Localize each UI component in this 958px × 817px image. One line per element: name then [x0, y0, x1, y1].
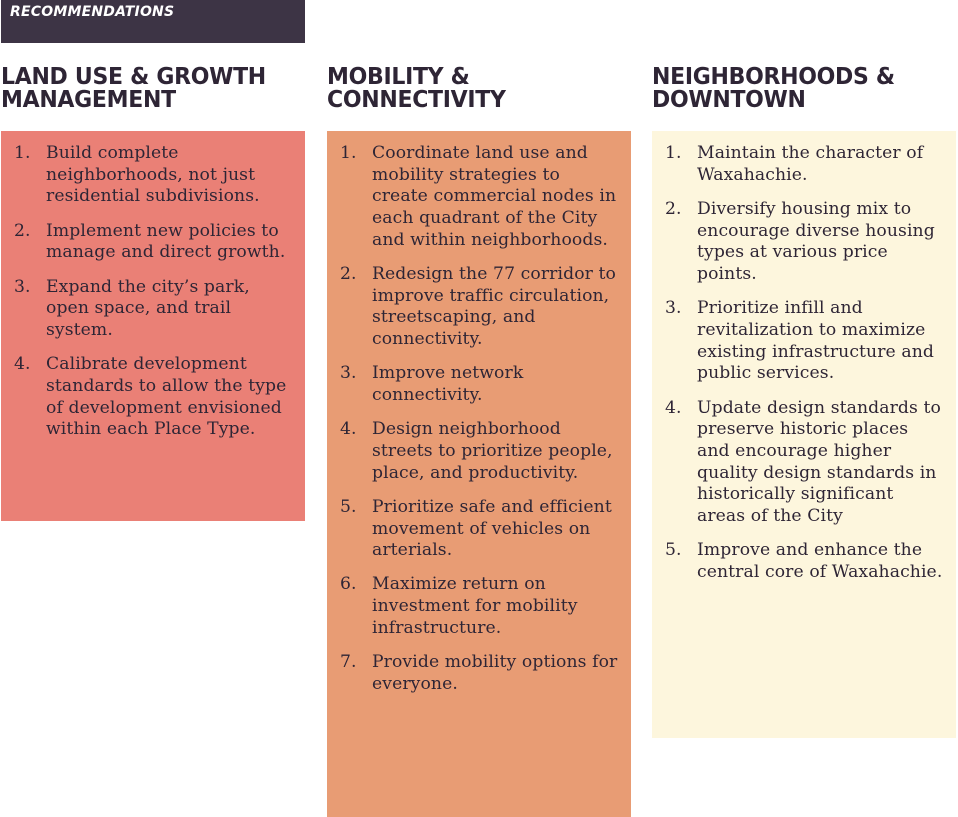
item-number: 1. — [14, 143, 31, 163]
column-title-line: LAND USE & GROWTH — [1, 63, 266, 91]
item-number: 4. — [14, 354, 31, 375]
item-text: Provide mobility options for everyone. — [372, 652, 618, 694]
item-text: Coordinate land use and mobility strategies to create commercial nodes in each quadrant of the City and within neighborhoods. — [372, 143, 617, 250]
list-item — [665, 398, 946, 528]
item-number: 3. — [665, 298, 682, 319]
item-number: 4. — [665, 397, 682, 418]
list-item — [340, 497, 621, 562]
item-text: Improve network connectivity. — [372, 363, 524, 406]
item-text: Prioritize infill and revitalization to maximize existing infrastructure and public services. — [697, 298, 934, 384]
list-item — [14, 277, 295, 342]
column-title-land-use — [1, 63, 305, 114]
list-item — [665, 199, 946, 286]
list-item — [665, 143, 946, 186]
item-text: Prioritize safe and efficient movement of vehicles on arterials. — [372, 496, 612, 561]
recommendation-list — [665, 143, 946, 584]
item-number: 3. — [340, 363, 357, 384]
column-title-line: MOBILITY & — [327, 63, 470, 91]
list-item — [340, 652, 621, 695]
item-number: 5. — [340, 496, 357, 517]
recommendations-box-mobility — [327, 131, 631, 817]
item-text: Design neighborhood streets to prioritize people, place, and productivity. — [372, 419, 613, 483]
item-number: 1. — [340, 143, 357, 163]
recommendation-list — [14, 143, 295, 441]
item-text: Calibrate development standards to allow the type of development envisioned within each Place Type. — [46, 354, 287, 440]
list-item — [340, 574, 621, 639]
list-item — [340, 143, 621, 252]
column-title-line: NEIGHBORHOODS & — [652, 63, 895, 91]
item-number: 5. — [665, 540, 682, 561]
item-text: Implement new policies to manage and direct growth. — [46, 220, 286, 263]
list-item — [14, 143, 295, 208]
column-title-line: DOWNTOWN — [652, 87, 806, 114]
list-item — [665, 298, 946, 385]
item-text: Expand the city’s park, open space, and trail system. — [46, 276, 250, 340]
item-text: Diversify housing mix to encourage diverse housing types at various price points. — [697, 198, 935, 285]
section-banner — [1, 0, 305, 43]
item-number: 2. — [340, 264, 357, 285]
item-number: 4. — [340, 419, 357, 440]
column-title-line: CONNECTIVITY — [327, 87, 506, 114]
list-item — [340, 419, 621, 484]
item-text: Improve and enhance the central core of Waxahachie. — [697, 540, 943, 582]
list-item — [340, 264, 621, 351]
item-number: 7. — [340, 652, 357, 673]
item-number: 3. — [14, 276, 31, 297]
column-title-line: MANAGEMENT — [1, 87, 176, 114]
list-item — [340, 363, 621, 406]
item-number: 2. — [665, 198, 682, 219]
item-text: Maximize return on investment for mobility infrastructure. — [372, 574, 578, 638]
item-number: 2. — [14, 220, 31, 241]
list-item — [14, 221, 295, 264]
list-item — [665, 540, 946, 583]
recommendations-box-land-use — [1, 131, 305, 521]
item-text: Redesign the 77 corridor to improve traffic circulation, streetscaping, and connectivity. — [372, 264, 616, 350]
item-text: Build complete neighborhoods, not just residential subdivisions. — [46, 143, 260, 207]
item-text: Maintain the character of Waxahachie. — [697, 143, 924, 185]
column-title-neighborhoods — [652, 63, 956, 114]
banner-label: RECOMMENDATIONS — [10, 4, 175, 20]
item-number: 1. — [665, 143, 682, 163]
column-title-mobility — [327, 63, 631, 114]
item-number: 6. — [340, 574, 357, 595]
list-item — [14, 354, 295, 441]
recommendations-box-neighborhoods — [652, 131, 956, 738]
recommendation-list — [340, 143, 621, 695]
item-text: Update design standards to preserve historic places and encourage higher quality design standards in historically significant areas of the City — [697, 397, 941, 527]
